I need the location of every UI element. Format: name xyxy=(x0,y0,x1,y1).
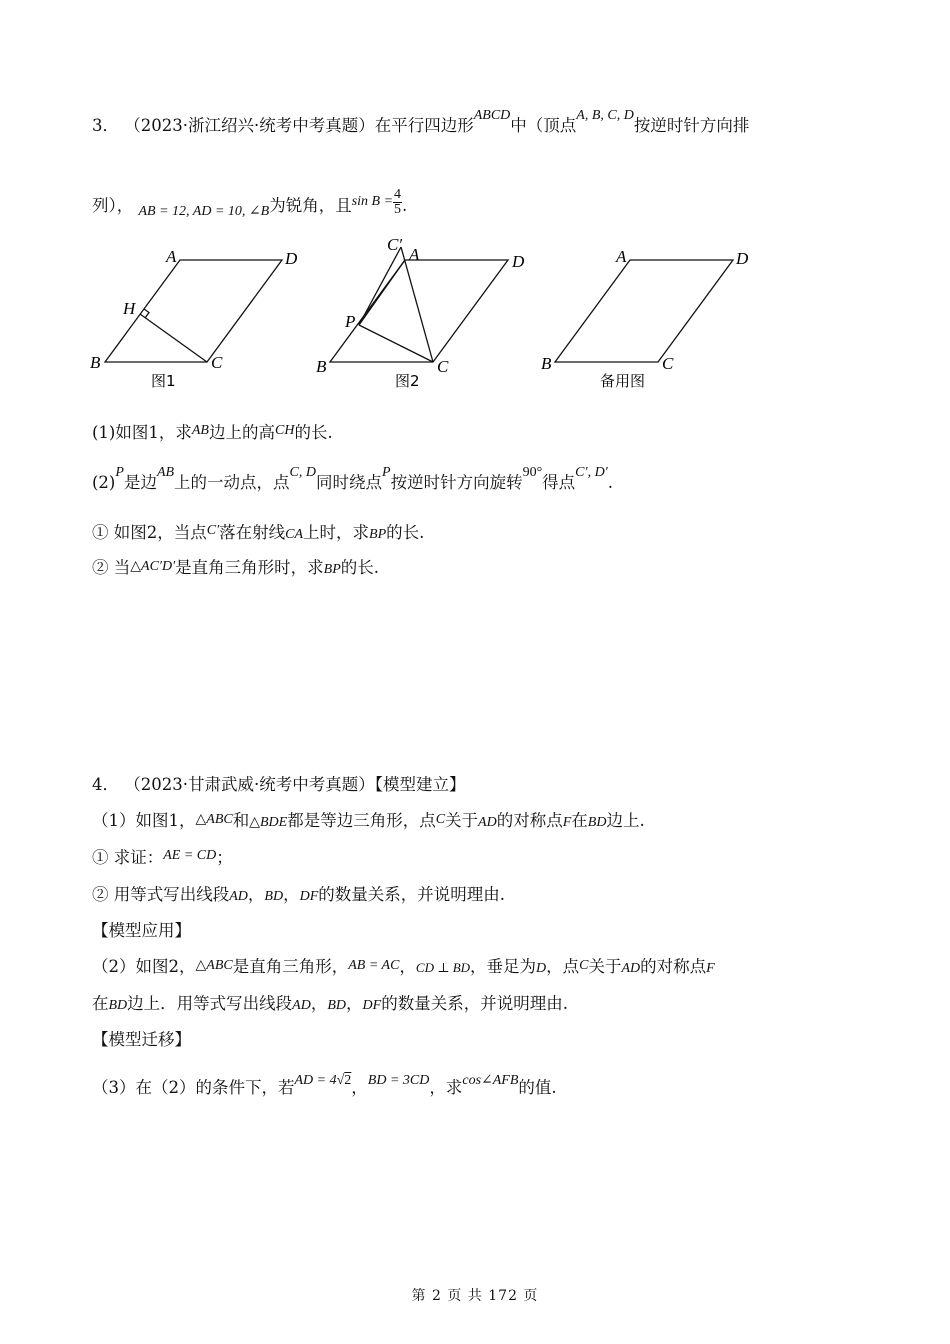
fig2-pa-extra xyxy=(359,260,405,325)
q3-sub2: ② 当△AC′D′是直角三角形时，求BP的长. xyxy=(92,558,380,577)
fraction-4-5: $\frac{4}{5}$ xyxy=(394,187,402,217)
q4-line-1: （1）如图1，△ABC和△BDE都是等边三角形，点C关于AD的对称点F在BD边上. xyxy=(92,811,645,830)
fig3-label-b: B xyxy=(541,354,552,373)
q4-heading-3: 【模型迁移】 xyxy=(92,1030,191,1049)
fig1-label-c: C xyxy=(211,353,223,372)
q3-sub1: ① 如图2，当点$^{C'}$落在射线CA上时，求BP的长. xyxy=(92,523,425,542)
q3-line-1: 3． （2023·浙江绍兴·统考中考真题）在平行四边形$^{ABCD}$中（顶点$^{A, B, C, D}$按逆时针方向排 xyxy=(92,108,750,135)
sqrt-sign: √ xyxy=(336,1073,345,1088)
q4-line-5: 在BD边上．用等式写出线段AD，BD，DF的数量关系，并说明理由. xyxy=(92,994,568,1013)
figures-row xyxy=(0,232,950,392)
fig3-caption: 备用图 xyxy=(600,372,646,390)
q3-part2: $(2)^P$是边$^{AB}$上的一动点，点$^{C, D}$同时绕点$^P$按逆时针方向旋转$^{90^\circ}$得点$^{C', D'}$. xyxy=(92,465,613,492)
fig3-label-d: D xyxy=(736,249,749,268)
q4-heading-2: 【模型应用】 xyxy=(92,921,191,940)
math-vertices: A, B, C, D xyxy=(576,108,634,123)
fig2-pc xyxy=(359,325,433,362)
q3-part1: (1)如图1，求$^{AB}$边上的高$^{CH}$的长. xyxy=(92,423,333,442)
fig1-label-h: H xyxy=(123,299,136,318)
fig2-label-cprime: C′ xyxy=(387,235,403,254)
math-abcd: ABCD xyxy=(473,108,511,123)
figure-2 xyxy=(330,247,508,362)
fig2-label-p: P xyxy=(345,312,356,331)
fig1-caption: 图1 xyxy=(151,372,176,390)
fig2-caption: 图2 xyxy=(395,372,420,390)
fig2-label-a: A xyxy=(409,245,420,264)
q4-line-4: （2）如图2，△ABC是直角三角形，AB = AC，CD ⊥ BD，垂足为D，点C关于AD的对称点F xyxy=(92,957,715,976)
fig1-altitude-ch xyxy=(140,314,207,362)
q4-line-2: ① 求证：$^{AE = CD}$； xyxy=(92,848,233,867)
q4-line-heading: 4． （2023·甘肃武威·统考中考真题）【模型建立】 xyxy=(92,775,466,794)
q4-line-3: ② 用等式写出线段AD，BD，DF的数量关系，并说明理由. xyxy=(92,885,506,904)
q3-line-2: 列）， $_{AB = 12, AD = 10, \angle B}$为锐角，且$^{sin B =}$ $\frac{4}{5}$ . xyxy=(92,187,408,219)
q4-line-6: （3）在（2）的条件下，若$^{AD = 4√2}$，$^{BD = 3CD}$，求$^{cos\angle AFB}$的值. xyxy=(92,1073,557,1097)
fig2-pcprime xyxy=(359,247,401,325)
fig3-parallelogram xyxy=(555,260,733,362)
fig1-label-d: D xyxy=(285,249,298,268)
fig2-ccprime xyxy=(401,247,433,362)
fig3-label-c: C xyxy=(662,354,674,373)
math-condition: AB = 12, AD = 10, ∠B xyxy=(138,204,270,219)
math-sinb: sin B = xyxy=(351,194,394,209)
fig1-label-b: B xyxy=(90,353,101,372)
fig2-label-b: B xyxy=(316,357,327,376)
fig2-label-c: C xyxy=(437,357,449,376)
page-footer: 第 2 页 共 172 页 xyxy=(411,1288,539,1304)
fig2-label-d: D xyxy=(512,252,525,271)
fig1-label-a: A xyxy=(166,247,177,266)
figure-3 xyxy=(555,260,733,362)
fig3-label-a: A xyxy=(616,247,627,266)
